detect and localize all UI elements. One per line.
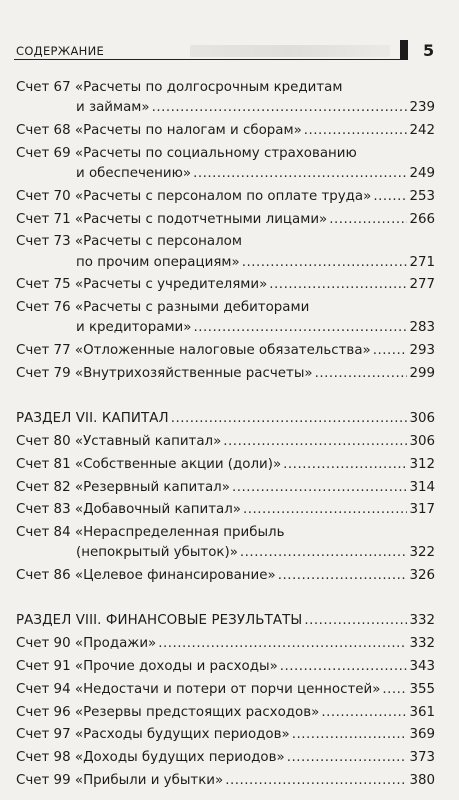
toc-entry-text xyxy=(16,232,242,252)
toc-entry-line xyxy=(16,703,435,723)
account-number: Счет 83 xyxy=(16,502,71,518)
toc-entry-line xyxy=(16,341,435,361)
toc-entry xyxy=(16,144,435,184)
table-of-contents xyxy=(16,78,435,794)
dot-leader xyxy=(278,566,408,586)
toc-entry-text xyxy=(16,298,309,318)
account-title: «Резервы предстоящих расходов» xyxy=(74,704,320,720)
toc-entry-text xyxy=(16,634,156,654)
toc-entry-text xyxy=(16,703,319,723)
toc-entry-text xyxy=(16,523,285,543)
toc-entry-line xyxy=(16,121,435,141)
toc-entry-line xyxy=(16,98,435,118)
toc-entry-line xyxy=(16,657,435,677)
entry-page-number: 314 xyxy=(409,479,435,495)
dot-leader xyxy=(292,725,408,745)
dot-leader xyxy=(223,432,407,452)
section-page-number: 332 xyxy=(409,613,435,629)
toc-entry-text xyxy=(16,432,221,452)
entry-page-number: 293 xyxy=(409,343,435,359)
toc-entry-text xyxy=(16,121,302,141)
section-page-number: 306 xyxy=(409,411,435,427)
account-title: «Добавочный капитал» xyxy=(74,502,241,518)
toc-entry-line xyxy=(16,432,435,452)
toc-entry-text xyxy=(16,275,267,295)
dot-leader xyxy=(304,611,407,631)
account-number: Счет 82 xyxy=(16,479,71,495)
account-number: Счет 70 xyxy=(16,188,71,204)
toc-section xyxy=(16,409,435,586)
toc-entry-line xyxy=(16,164,435,184)
running-head-title: СОДЕРЖАНИЕ xyxy=(16,44,105,58)
toc-entry xyxy=(16,523,435,563)
entry-page-number: 343 xyxy=(409,658,435,674)
dot-leader xyxy=(158,634,407,654)
toc-entry-text xyxy=(16,144,357,164)
toc-entry-line xyxy=(16,364,435,384)
dot-leader xyxy=(321,703,407,723)
toc-entry-text xyxy=(16,566,276,586)
entry-page-number: 361 xyxy=(409,704,435,720)
account-title: «Расходы будущих периодов» xyxy=(74,727,290,743)
dot-leader xyxy=(242,253,408,273)
account-title: «Резервный капитал» xyxy=(74,479,230,495)
toc-entry xyxy=(16,478,435,498)
account-title: «Расчеты с разными дебиторами xyxy=(74,300,310,316)
entry-page-number: 322 xyxy=(409,545,435,561)
account-title: «Внутрихозяйственные расчеты» xyxy=(74,365,313,381)
dot-leader xyxy=(283,455,407,475)
toc-entry-line xyxy=(16,78,435,98)
toc-entry xyxy=(16,298,435,338)
entry-page-number: 283 xyxy=(409,320,435,336)
account-number: Счет 71 xyxy=(16,211,71,227)
entry-page-number: 253 xyxy=(409,188,435,204)
entry-page-number: 317 xyxy=(409,502,435,518)
account-number: Счет 75 xyxy=(16,277,71,293)
toc-entry xyxy=(16,725,435,745)
toc-entry xyxy=(16,78,435,118)
entry-page-number: 271 xyxy=(409,254,435,270)
account-number: Счет 96 xyxy=(16,704,71,720)
toc-entry-line xyxy=(16,187,435,207)
toc-entry-line xyxy=(16,634,435,654)
page-number: 5 xyxy=(423,41,435,60)
entry-page-number: 355 xyxy=(409,681,435,697)
account-title: «Расчеты с учредителями» xyxy=(74,277,268,293)
section-heading xyxy=(16,611,435,631)
toc-entry-text xyxy=(76,164,191,184)
account-title: «Прочие доходы и расходы» xyxy=(74,658,278,674)
account-number: Счет 81 xyxy=(16,456,71,472)
toc-entry xyxy=(16,703,435,723)
section-heading-line xyxy=(16,409,435,429)
toc-entry-text xyxy=(16,341,371,361)
dot-leader xyxy=(193,318,407,338)
entry-page-number: 380 xyxy=(409,772,435,788)
toc-entry-line xyxy=(16,543,435,563)
header-rule xyxy=(14,59,402,60)
account-number: Счет 84 xyxy=(16,525,71,541)
entry-page-number: 306 xyxy=(409,433,435,449)
account-title: «Отложенные налоговые обязательства» xyxy=(74,343,371,359)
entry-page-number: 242 xyxy=(409,123,435,138)
toc-entry xyxy=(16,771,435,791)
toc-entry-text xyxy=(16,187,371,207)
toc-entry xyxy=(16,566,435,586)
dot-leader xyxy=(280,657,408,677)
toc-entry-text xyxy=(16,210,327,230)
toc-entry-line xyxy=(16,253,435,273)
account-number: Счет 90 xyxy=(16,636,71,652)
entry-page-number: 369 xyxy=(409,727,435,743)
entry-page-number: 299 xyxy=(409,365,435,381)
account-number: Счет 79 xyxy=(16,365,71,381)
toc-entry xyxy=(16,187,435,207)
account-number: Счет 68 xyxy=(16,123,71,138)
account-number: Счет 76 xyxy=(16,300,71,316)
dot-leader xyxy=(304,121,408,141)
dot-leader xyxy=(152,98,408,118)
dot-leader xyxy=(269,275,407,295)
dot-leader xyxy=(287,748,408,768)
account-title-continued: по прочим операциям» xyxy=(76,254,240,270)
toc-entry xyxy=(16,657,435,677)
account-number: Счет 97 xyxy=(16,727,71,743)
account-number: Счет 73 xyxy=(16,234,71,250)
toc-entry xyxy=(16,500,435,520)
bleed-through-shadow xyxy=(190,45,390,57)
toc-entry xyxy=(16,232,435,272)
toc-entry-text xyxy=(16,455,281,475)
account-title-continued: и обеспечению» xyxy=(76,166,192,181)
toc-entry-text xyxy=(76,253,240,273)
entry-page-number: 332 xyxy=(409,636,435,652)
header-bar-mark xyxy=(400,40,408,60)
account-title: «Недостачи и потери от порчи ценностей» xyxy=(74,681,381,697)
toc-entry xyxy=(16,341,435,361)
entry-page-number: 312 xyxy=(409,456,435,472)
page-header xyxy=(0,0,459,70)
section-heading-line xyxy=(16,611,435,631)
entry-page-number: 373 xyxy=(409,750,435,766)
toc-entry-text xyxy=(16,78,342,98)
toc-entry-text xyxy=(16,657,278,677)
account-title-continued: и кредиторами» xyxy=(76,320,192,336)
toc-entry-text xyxy=(16,771,223,791)
toc-entry-text xyxy=(16,680,380,700)
account-number: Счет 67 xyxy=(16,80,71,95)
toc-entry-line xyxy=(16,298,435,318)
account-title: «Прибыли и убытки» xyxy=(74,772,224,788)
toc-entry-text xyxy=(76,318,191,338)
dot-leader xyxy=(243,500,407,520)
toc-entry-text xyxy=(16,364,313,384)
toc-entry-text xyxy=(16,478,230,498)
account-number: Счет 69 xyxy=(16,145,71,161)
toc-entry-text xyxy=(76,98,150,118)
toc-entry xyxy=(16,432,435,452)
toc-entry xyxy=(16,748,435,768)
account-number: Счет 86 xyxy=(16,568,71,584)
account-title: «Продажи» xyxy=(74,636,157,652)
toc-entry xyxy=(16,680,435,700)
toc-entry-line xyxy=(16,455,435,475)
account-number: Счет 91 xyxy=(16,658,71,674)
toc-entry xyxy=(16,455,435,475)
account-title: «Расчеты по налогам и сборам» xyxy=(74,123,302,138)
dot-leader xyxy=(225,771,407,791)
entry-page-number: 277 xyxy=(409,277,435,293)
toc-entry-line xyxy=(16,523,435,543)
account-number: Счет 94 xyxy=(16,681,71,697)
entry-page-number: 266 xyxy=(409,211,435,227)
account-title: «Расчеты по долгосрочным кредитам xyxy=(74,80,343,95)
section-title: РАЗДЕЛ VIII. ФИНАНСОВЫЕ РЕЗУЛЬТАТЫ xyxy=(16,613,303,629)
entry-page-number: 239 xyxy=(409,100,435,116)
toc-entry-line xyxy=(16,748,435,768)
toc-entry xyxy=(16,364,435,384)
dot-leader xyxy=(315,364,408,384)
account-title: «Расчеты с персоналом по оплате труда» xyxy=(74,188,372,204)
toc-entry-text xyxy=(16,725,290,745)
toc-entry-line xyxy=(16,478,435,498)
account-title: «Расчеты по социальному страхованию xyxy=(74,145,357,161)
dot-leader xyxy=(171,409,408,429)
account-number: Счет 80 xyxy=(16,433,71,449)
toc-entry-line xyxy=(16,144,435,164)
account-title: «Расчеты с персоналом xyxy=(74,234,242,250)
toc-entry-text xyxy=(76,543,238,563)
dot-leader xyxy=(373,341,408,361)
toc-entry xyxy=(16,210,435,230)
account-title: «Уставный капитал» xyxy=(74,433,222,449)
toc-section xyxy=(16,78,435,384)
toc-entry-line xyxy=(16,318,435,338)
entry-page-number: 249 xyxy=(409,166,435,181)
account-number: Счет 99 xyxy=(16,772,71,788)
toc-section xyxy=(16,611,435,791)
entry-page-number: 326 xyxy=(409,568,435,584)
toc-entry-line xyxy=(16,232,435,252)
account-number: Счет 77 xyxy=(16,343,71,359)
account-title-continued: и займам» xyxy=(76,100,150,116)
account-title: «Нераспределенная прибыль xyxy=(74,525,285,541)
toc-entry-line xyxy=(16,275,435,295)
account-title: «Расчеты с подотчетными лицами» xyxy=(74,211,328,227)
account-number: Счет 98 xyxy=(16,750,71,766)
account-title: «Собственные акции (доли)» xyxy=(74,456,282,472)
dot-leader xyxy=(232,478,408,498)
toc-entry-text xyxy=(16,748,285,768)
toc-entry-line xyxy=(16,771,435,791)
section-title: РАЗДЕЛ VII. КАПИТАЛ xyxy=(16,411,169,427)
toc-entry-line xyxy=(16,566,435,586)
toc-entry-line xyxy=(16,725,435,745)
toc-entry-line xyxy=(16,210,435,230)
dot-leader xyxy=(373,187,407,207)
toc-entry-line xyxy=(16,500,435,520)
section-heading xyxy=(16,409,435,429)
toc-entry-text xyxy=(16,500,241,520)
toc-entry xyxy=(16,634,435,654)
account-title: «Доходы будущих периодов» xyxy=(74,750,285,766)
toc-entry xyxy=(16,121,435,141)
dot-leader xyxy=(193,164,407,184)
dot-leader xyxy=(382,680,407,700)
dot-leader xyxy=(240,543,408,563)
account-title-continued: (непокрытый убыток)» xyxy=(76,545,238,561)
toc-entry xyxy=(16,275,435,295)
account-title: «Целевое финансирование» xyxy=(74,568,276,584)
dot-leader xyxy=(329,210,407,230)
toc-entry-line xyxy=(16,680,435,700)
